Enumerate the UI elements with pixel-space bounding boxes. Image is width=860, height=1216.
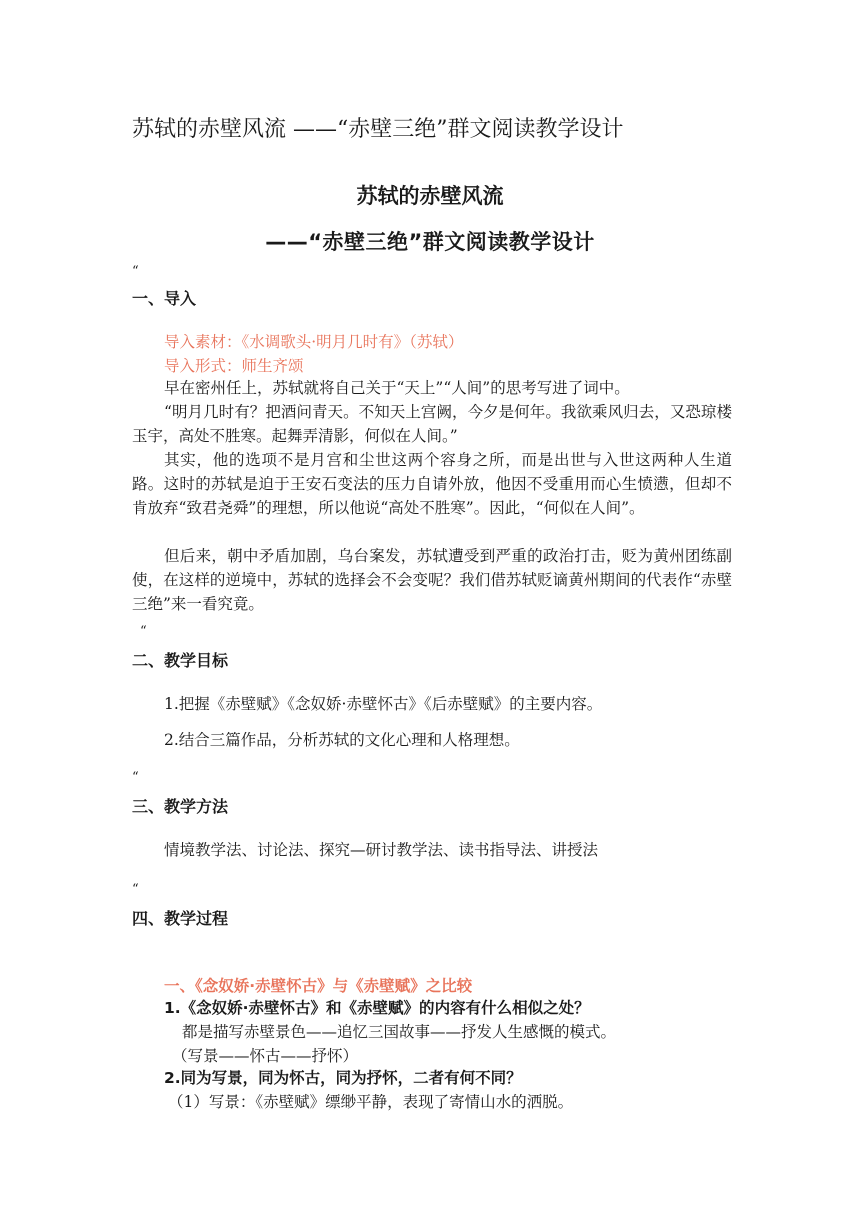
- quote-mark: “: [132, 882, 139, 897]
- section-title-goals: 二、教学目标: [132, 651, 229, 670]
- section-title-process: 四、教学过程: [132, 909, 229, 928]
- quote-mark: “: [132, 770, 139, 785]
- section-title-methods: 三、教学方法: [132, 797, 229, 816]
- section-title-intro: 一、导入: [132, 289, 197, 308]
- sub-heading: ——“赤壁三绝”群文阅读教学设计: [265, 230, 595, 254]
- intro-paragraph-1: 早在密州任上，苏轼就将自己关于“天上”“人间”的思考写进了词中。: [164, 379, 630, 397]
- intro-paragraph-3: 其实，他的选项不是月宫和尘世这两个容身之所，而是出世与入世这两种人生道路。这时的苏轼是迫于王安石变法的压力自请外放，他因不受重用而心生愤懑，但却不肯放弃“致君尧舜”的理想，所以他说“高处不胜寒”。因此，“何似在人间”。: [132, 451, 732, 517]
- answer-2: （1）写景：《赤壁赋》缥缈平静，表现了寄情山水的洒脱。: [168, 1093, 574, 1111]
- intro-form: 导入形式：师生齐颂: [164, 357, 304, 375]
- intro-paragraph-4: 但后来，朝中矛盾加剧，乌台案发，苏轼遭受到严重的政治打击，贬为黄州团练副使，在这样的逆境中，苏轼的选择会不会变呢？我们借苏轼贬谪黄州期间的代表作“赤壁三绝”来一看究竟。: [132, 547, 732, 613]
- goal-item-1: 1.把握《赤壁赋》《念奴娇·赤壁怀古》《后赤壁赋》的主要内容。: [164, 695, 603, 713]
- quote-mark: “: [132, 264, 139, 279]
- goal-item-2: 2.结合三篇作品，分析苏轼的文化心理和人格理想。: [164, 731, 520, 749]
- intro-paragraph-2: “明月几时有？把酒问青天。不知天上宫阙，今夕是何年。我欲乘风归去，又恐琼楼玉宇，高处不胜寒。起舞弄清影，何似在人间。”: [132, 403, 732, 445]
- quote-mark: “: [140, 624, 147, 639]
- process-subheading-1: 一、《念奴娇·赤壁怀古》与《赤壁赋》之比较: [164, 977, 473, 995]
- document-title: 苏轼的赤壁风流 ——“赤壁三绝”群文阅读教学设计: [132, 117, 624, 142]
- main-heading: 苏轼的赤壁风流: [356, 184, 504, 208]
- answer-1-summary: （写景——怀古——抒怀）: [172, 1047, 359, 1065]
- methods-text: 情境教学法、讨论法、探究—研讨教学法、读书指导法、讲授法: [164, 841, 599, 859]
- intro-material: 导入素材：《水调歌头·明月几时有》（苏轼）: [164, 333, 464, 351]
- question-1: 1.《念奴娇·赤壁怀古》和《赤壁赋》的内容有什么相似之处？: [164, 999, 590, 1017]
- answer-1: 都是描写赤壁景色——追忆三国故事——抒发人生感慨的模式。: [182, 1023, 617, 1041]
- question-2: 2.同为写景，同为怀古，同为抒怀，二者有何不同？: [164, 1069, 522, 1087]
